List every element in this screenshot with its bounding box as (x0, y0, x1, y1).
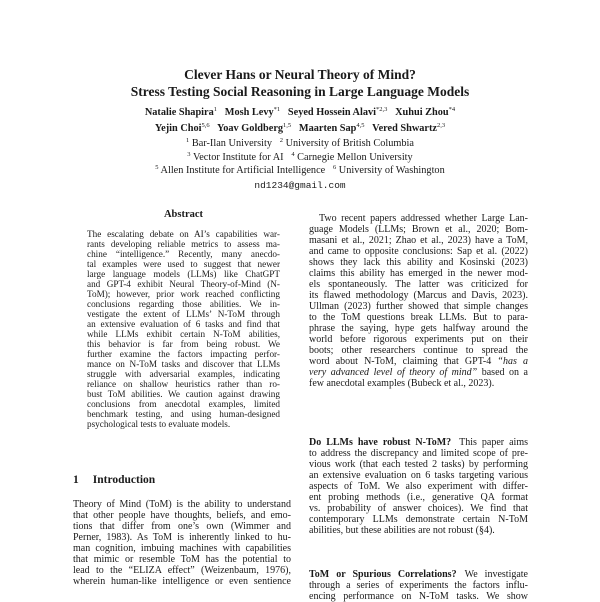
affiliation: Carnegie Mellon University (297, 151, 413, 163)
author-name: Mosh Levy (224, 107, 274, 118)
text-line: vs. probability of answer choices). We find that (309, 503, 528, 514)
affil-sup: 2 (279, 137, 283, 144)
text-line: encing performance on N-ToM tasks. We show (309, 591, 528, 602)
affiliation: Allen Institute for Artificial Intelligence (160, 165, 326, 176)
text-span: based on a (477, 367, 528, 378)
contact-email: nd1234@gmail.com (254, 180, 346, 191)
text-line: vious work (that each tested 2 tasks) by performing (309, 459, 528, 470)
italic-quote: “has a (497, 356, 528, 367)
author-name: Yoav Goldberg (216, 123, 284, 134)
text-line: an extensive evaluation on 6 tasks targeting various (309, 470, 528, 481)
text-line: to address the discrepancy and limited scope of pre- (309, 448, 528, 459)
text-line: that mimic or resemble ToM has the potential to (73, 554, 291, 565)
author (225, 107, 280, 118)
text-line: claims this ability has emerged in the newer mod- (309, 268, 528, 279)
author-name: Seyed Hossein Alavi (287, 107, 377, 118)
introduction-body (73, 499, 291, 587)
text-line: shows they lack this ability and Kosinski (2023) (309, 257, 528, 268)
affiliation-line (0, 164, 600, 178)
affiliation-line (0, 151, 600, 165)
right-paragraph-2 (309, 437, 528, 536)
right-paragraph-1 (309, 213, 528, 389)
text-line: that other people have thoughts, beliefs, and emo- (73, 510, 291, 521)
text-line: benchmark testing, and using human-designed (87, 409, 280, 419)
title-line: Clever Hans or Neural Theory of Mind? (184, 67, 416, 82)
author (155, 123, 210, 134)
abstract-heading: Abstract (163, 209, 204, 220)
text-line: abilities, but these abilities are not robust (§4). (309, 525, 495, 536)
section-title: Introduction (92, 474, 156, 486)
text-span: word about N-ToM, claiming that GPT-4 (309, 356, 498, 367)
paragraph-heading: ToM or Spurious Correlations? (309, 569, 457, 580)
affiliation: Vector Institute for AI (192, 151, 284, 163)
author (395, 107, 455, 118)
author-sup: *1 (273, 106, 281, 113)
author-line (0, 121, 600, 137)
author-name: Natalie Shapira (144, 107, 214, 118)
text-line: Two recent papers addressed whether Large Lan- (309, 213, 528, 224)
author-sup: 5,6 (201, 122, 210, 129)
text-span: We investigate (464, 569, 528, 580)
affiliation: University of British Columbia (285, 138, 414, 149)
text-line: world before rigorous experiments put on their (309, 334, 528, 345)
text-line: and GPT-4 exhibit Neural Theory-of-Mind (N- (87, 279, 280, 289)
text-line: large language models (LLMs) like ChatGPT (87, 269, 280, 279)
affil-sup: 1 (186, 137, 190, 144)
text-line: conclusions from anecdotal examples, limited (87, 399, 280, 409)
affil-sup: 5 (155, 164, 159, 171)
text-line (309, 356, 528, 367)
author-name: Vered Shwartz (372, 123, 438, 134)
text-line: an extensive evaluation of 6 tasks and find that (87, 319, 280, 329)
author-sup: 1,5 (283, 122, 292, 129)
text-line: while LLMs exhibit certain N-ToM abilities, (87, 329, 280, 339)
text-line: Ullman (2023) further showed that simple changes (309, 301, 528, 312)
author (288, 107, 387, 118)
text-line (309, 437, 528, 448)
text-line: conclusions regarding those abilities. We in- (87, 299, 280, 309)
text-line: to the ToM questions break LLMs. But to para- (309, 312, 528, 323)
italic-quote: very advanced level of theory of mind” (309, 367, 478, 378)
text-line: phrase the saying, hype gets halfway around the (309, 323, 528, 334)
author-sup: 2,3 (437, 122, 446, 129)
affiliation-line (0, 137, 600, 151)
author (372, 123, 445, 134)
author (217, 123, 291, 134)
author-line (0, 105, 600, 121)
text-line: Theory of Mind (ToM) is the ability to understand (73, 499, 291, 510)
author-list (0, 105, 600, 137)
author (145, 107, 217, 118)
text-line: through a series of experiments the factors influ- (309, 580, 528, 591)
text-line: boots; other researchers continue to spread the (309, 345, 528, 356)
text-line: aspects of ToM. We also experiment with differ- (309, 481, 528, 492)
author-name: Yejin Choi (154, 123, 202, 134)
author-sup: 1 (213, 106, 218, 113)
section-heading-introduction (73, 474, 169, 486)
text-line: man cognition, imbuing machines with capabilities (73, 543, 291, 554)
text-span: This paper aims (459, 437, 528, 448)
text-line: Perner, 1983). As ToM is inherently linked to hu- (73, 532, 291, 543)
text-line: contemporary LLMs demonstrate certain N-ToM (309, 514, 528, 525)
text-line: lead to the “ELIZA effect” (Weizenbaum, 1976), (73, 565, 291, 576)
section-number: 1 (73, 474, 79, 486)
text-line (309, 367, 528, 378)
text-line: bust ToM abilities. We caution against drawing (87, 389, 280, 399)
text-line: els spontaneously. The latter was criticized for (309, 279, 528, 290)
affil-sup: 6 (332, 164, 337, 171)
text-line: The escalating debate on AI’s capabilities war- (87, 229, 280, 239)
affil-sup: 4 (291, 150, 295, 158)
text-line (309, 569, 528, 580)
text-line: vestigate the extent of LLMs’ N-ToM through (87, 309, 280, 319)
text-line: and came to opposite conclusions: Sap et al. (2022) (309, 246, 528, 257)
text-line: mance on N-ToM tasks and discover that LLMs (87, 359, 280, 369)
author-sup: *2,3 (376, 106, 388, 113)
right-paragraph-3 (309, 569, 528, 602)
text-line: reliance on shallow heuristics rather than ro- (87, 379, 280, 389)
abstract-body (87, 229, 280, 429)
text-line: chine “intelligence.” Recently, many anecdo- (87, 249, 280, 259)
text-line: this behavior is far from being robust. We (87, 339, 280, 349)
title-line: Stress Testing Social Reasoning in Large Language Models (130, 84, 470, 99)
affil-sup: 3 (187, 150, 191, 158)
text-line: rants developing reliable metrics to assess ma- (87, 239, 280, 249)
text-line: ent probing methods (i.e., generative QA format (309, 492, 528, 503)
text-line: ToM); however, prior work reached conflicting (87, 289, 280, 299)
text-line: psychological tests to evaluate models. (87, 419, 231, 429)
affiliations (0, 137, 600, 178)
paragraph-heading: Do LLMs have robust N-ToM? (309, 437, 452, 448)
text-line: its flawed methodology (Marcus and Davis, 2023). (309, 290, 528, 301)
author-sup: *4 (448, 106, 456, 113)
text-line: further examine the factors impacting perfor- (87, 349, 280, 359)
text-line: guage Models (LLMs; Brown et al., 2020; Bom- (309, 224, 528, 235)
text-line: wherein human-like intelligence or even sentience (73, 576, 291, 587)
author (299, 123, 365, 134)
author-sup: 4,5 (356, 122, 365, 129)
text-line: few anecdotal examples (Bubeck et al., 2023). (309, 378, 495, 389)
paper-title (0, 66, 600, 100)
text-line: struggle with adversarial examples, indicating (87, 369, 280, 379)
text-line: masani et al., 2021; Zhao et al., 2023) have a ToM, (309, 235, 528, 246)
affiliation: University of Washington (338, 165, 445, 176)
text-line: tions that differ from one’s own (Wimmer and (73, 521, 291, 532)
text-line: tal examples were used to suggest that newer (87, 259, 280, 269)
affiliation: Bar-Ilan University (191, 138, 272, 149)
author-name: Maarten Sap (298, 123, 357, 134)
author-name: Xuhui Zhou (395, 107, 449, 118)
